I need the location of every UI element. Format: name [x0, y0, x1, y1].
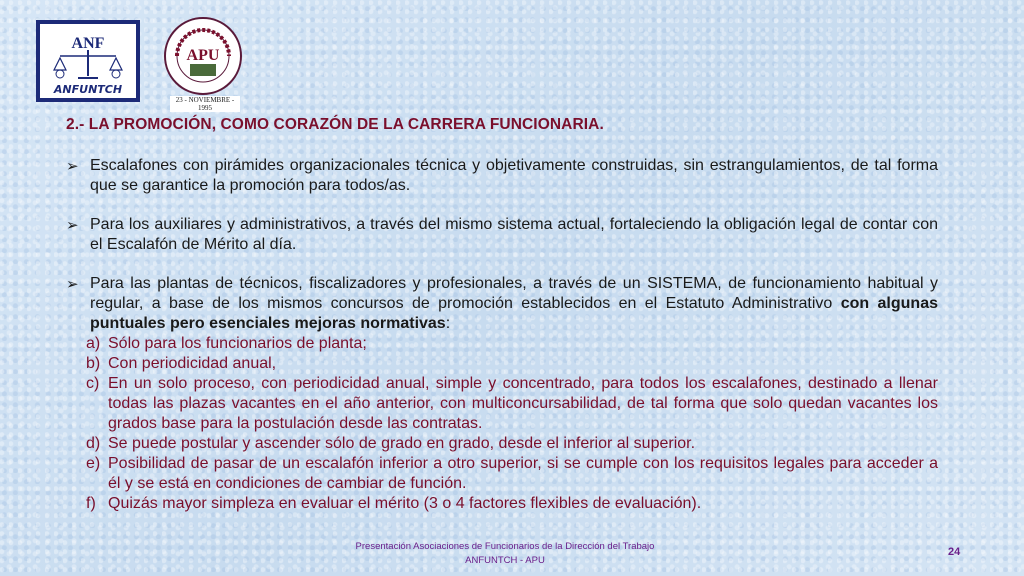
anfuntch-logo-text: ANFUNTCH: [53, 83, 123, 96]
bullet-text: Escalafones con pirámides organizacionales técnica y objetivamente construidas, sin estrangulamientos, de tal forma que se garantice la promoción para todos/as.: [90, 157, 938, 194]
bullet-text: Para los auxiliares y administrativos, a través del mismo sistema actual, fortaleciendo la obligación legal de contar con el Escalafón de Mérito al día.: [90, 216, 938, 253]
apu-logo-date: 23 - NOVIEMBRE - 1995: [170, 96, 240, 112]
sub-item-label: e): [86, 455, 101, 472]
sub-item-label: b): [86, 355, 101, 372]
arrow-bullet-icon: ➢: [66, 158, 79, 175]
slide-content: [66, 156, 938, 514]
sub-item-text: Posibilidad de pasar de un escalafón inferior a otro superior, si se cumple con los requisitos legales para acceder a él y se está en condiciones de cambiar de función.: [108, 455, 938, 492]
footer-line-1: Presentación Asociaciones de Funcionarios de la Dirección del Trabajo: [355, 541, 655, 552]
anfuntch-monogram: ANF: [71, 35, 105, 52]
apu-monogram: APU: [186, 47, 220, 64]
sub-item-label: a): [86, 335, 101, 352]
bullet-item: [66, 156, 938, 196]
bullet-suffix: :: [445, 315, 451, 332]
page-number: 24: [948, 546, 961, 558]
sub-item-text: Se puede postular y ascender sólo de grado en grado, desde el inferior al superior.: [108, 435, 696, 452]
bullet-bold-text: con algunas puntuales pero esenciales mejoras normativas: [90, 295, 938, 332]
sub-item-text: Con periodicidad anual,: [108, 355, 277, 372]
sub-item-text: Quizás mayor simpleza en evaluar el mérito (3 o 4 factores flexibles de evaluación).: [108, 495, 702, 512]
sub-item-label: d): [86, 435, 101, 452]
slide-title: 2.- LA PROMOCIÓN, COMO CORAZÓN DE LA CARRERA FUNCIONARIA.: [66, 116, 604, 133]
bullet-item: [66, 215, 938, 255]
footer-line-2: ANFUNTCH - APU: [465, 555, 545, 566]
apu-logo: [160, 16, 246, 112]
anfuntch-logo: [36, 20, 140, 102]
sub-item-text: Sólo para los funcionarios de planta;: [108, 335, 367, 352]
arrow-bullet-icon: ➢: [66, 276, 79, 293]
sub-item: [66, 374, 938, 434]
bullet-item: [66, 274, 938, 334]
sub-item-label: f): [86, 495, 96, 512]
sub-item: [66, 354, 938, 374]
arrow-bullet-icon: ➢: [66, 217, 79, 234]
slide-footer: [300, 540, 710, 568]
sub-item: [66, 434, 938, 454]
sub-item-text: En un solo proceso, con periodicidad anual, simple y concentrado, para todos los escalafones, destinado a llenar todas las plazas vacantes en el año anterior, con multiconcursabilidad, de tal forma que solo quedan vacantes los grados base para la postulación desde las contratas.: [108, 375, 938, 432]
apu-seal-icon: [160, 16, 246, 96]
sub-item: [66, 494, 938, 514]
sub-item: [66, 454, 938, 494]
sub-item-label: c): [86, 375, 100, 392]
sub-item: [66, 334, 938, 354]
bullet-text: Para las plantas de técnicos, fiscalizadores y profesionales, a través de un SISTEMA, de funcionamiento habitual y regular, a base de los mismos concursos de promoción establecidos en el Estatuto Administrativo: [90, 275, 938, 312]
